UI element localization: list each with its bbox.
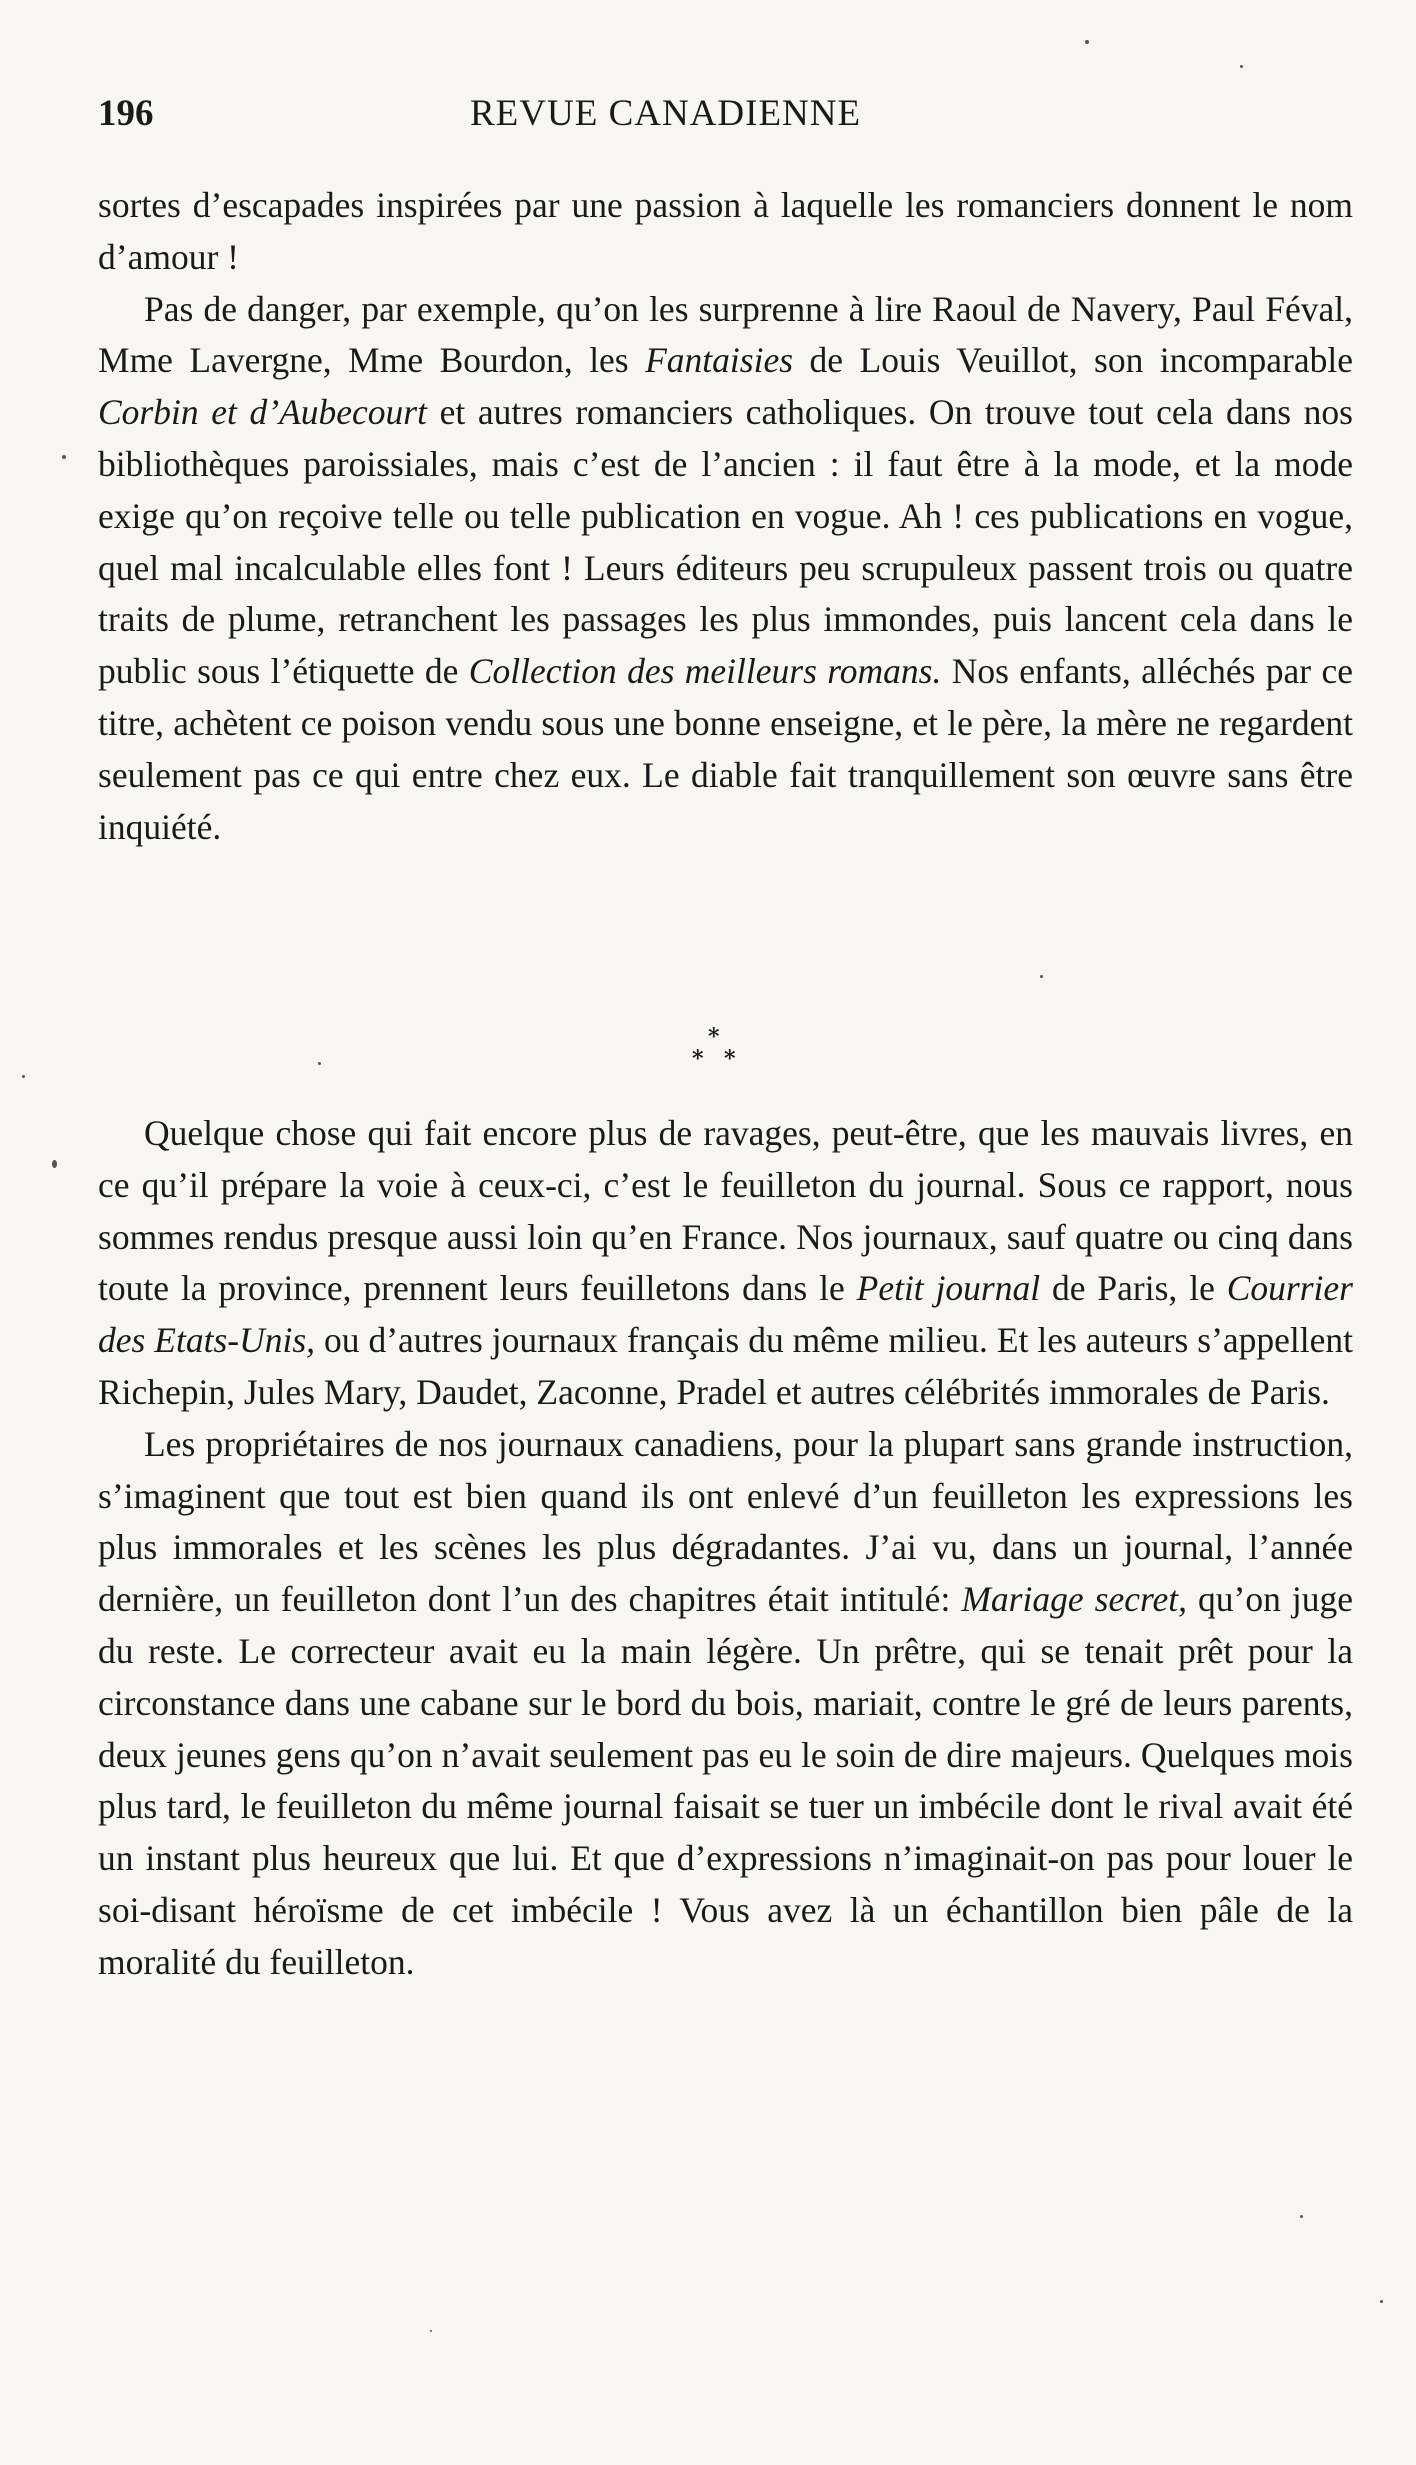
text-run: Les propriétaires de nos journaux canadiens, pour la plupart sans grande instruction, s’imaginent que tout est bien quand ils ont enlevé d’un feuilleton les expressions les plus immorales et les scènes les plus dégradantes. J’ai vu, dans un journal, l’année dernière, un feuilleton dont l’un des chapitres était intitulé: (98, 1423, 1353, 1620)
asterism-separator (688, 1024, 768, 1084)
italic-title: Petit journal (856, 1268, 1041, 1309)
text-section-2 (98, 1108, 1353, 1989)
page-header (98, 92, 1358, 142)
text-section-1 (98, 180, 1353, 853)
scan-speck (1085, 40, 1089, 44)
text-run: de Louis Veuillot, son incomparable (793, 340, 1353, 381)
scan-speck (1040, 975, 1043, 978)
text-run: Pas de danger, par exemple, qu’on les surprenne à lire Raoul de Navery, Paul Féval, Mme Lavergne, Mme Bourdon, les (98, 288, 1353, 381)
star-glyph: * (692, 1046, 704, 1072)
paragraph-continuation (98, 180, 1353, 284)
running-title: REVUE CANADIENNE (470, 93, 862, 134)
scan-speck (22, 1075, 25, 1078)
text-run: de Paris, le (1040, 1268, 1227, 1309)
text-run: Quelque chose qui fait encore plus de ravages, peut-être, que les mauvais livres, en ce qu’il prépare la voie à ceux-ci, c’est le feuilleton du journal. Sous ce rapport, nous sommes rendus presque aussi loin qu’en France. Nos journaux, sauf quatre ou cinq dans toute la province, prennent leurs feuilletons dans le (98, 1113, 1353, 1309)
scan-speck (430, 2330, 432, 2332)
scan-speck (62, 455, 66, 459)
italic-title: Courrier des Etats-Unis, (98, 1268, 1353, 1361)
text-run: qu’on juge du reste. Le correcteur avait eu la main légère. Un prêtre, qui se tenait prêt pour la circonstance dans une cabane sur le bord du bois, mariait, contre le gré de leurs parents, deux jeunes gens qu’on n’avait seulement pas eu le soin de dire majeurs. Quelques mois plus tard, le feuilleton du même journal faisait se tuer un imbécile dont le rival avait été un instant plus heureux que lui. Et que d’expressions n’imaginait-on pas pour louer le soi-disant héroïsme de cet imbécile ! Vous avez là un échantillon bien pâle de la moralité du feuilleton. (98, 1579, 1353, 1982)
scan-speck (52, 1160, 57, 1168)
paragraph (98, 284, 1353, 854)
italic-title: Corbin et d’Aubecourt (98, 392, 427, 433)
star-glyph: * (708, 1024, 720, 1050)
scan-speck (1240, 65, 1243, 68)
page-number: 196 (98, 93, 154, 134)
star-glyph: * (724, 1046, 736, 1072)
text-run: et autres romanciers catholiques. On trouve tout cela dans nos bibliothèques paroissiales, mais c’est de l’ancien : il faut être à la mode, et la mode exige qu’on reçoive telle ou telle publication en vogue. Ah ! ces publications en vogue, quel mal incalculable elles font ! Leurs éditeurs peu scrupuleux passent trois ou quatre traits de plume, retranchent les passages les plus immondes, puis lancent cela dans le public sous l’étiquette de (98, 392, 1353, 692)
paragraph (98, 1419, 1353, 1989)
italic-title: Collection des meilleurs romans. (468, 651, 942, 692)
paragraph-text: sortes d’escapades inspirées par une passion à laquelle les romanciers donnent le nom d’amour ! (98, 185, 1353, 277)
italic-title: Fantaisies (645, 340, 794, 381)
text-run: Nos enfants, alléchés par ce titre, achètent ce poison vendu sous une bonne enseigne, et le père, la mère ne regardent seulement pas ce qui entre chez eux. Le diable fait tranquillement son œuvre sans être inquiété. (98, 651, 1353, 847)
paragraph (98, 1108, 1353, 1419)
scan-speck (1300, 2215, 1303, 2218)
italic-title: Mariage secret, (961, 1579, 1187, 1620)
scan-speck (1380, 2300, 1383, 2303)
scan-speck (318, 1062, 321, 1065)
text-run: ou d’autres journaux français du même milieu. Et les auteurs s’appellent Richepin, Jules Mary, Daudet, Zaconne, Pradel et autres célébrités immorales de Paris. (98, 1320, 1354, 1412)
